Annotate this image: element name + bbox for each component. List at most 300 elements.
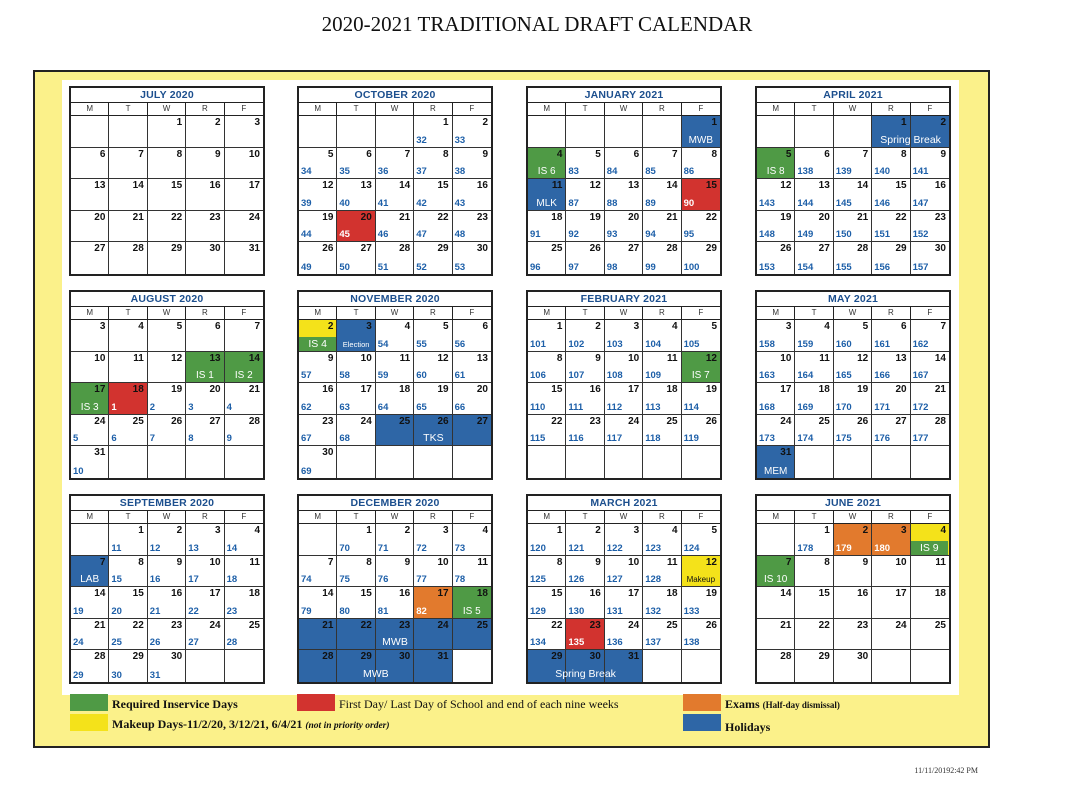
day-number: 21 xyxy=(857,211,869,223)
day-number: 17 xyxy=(628,588,640,599)
weekday-label: T xyxy=(109,103,147,115)
page-title: 2020-2021 TRADITIONAL DRAFT CALENDAR xyxy=(321,12,753,36)
day-cell xyxy=(795,352,833,384)
day-number: 10 xyxy=(628,556,640,568)
school-day-number: 106 xyxy=(530,370,546,381)
school-day-number: 162 xyxy=(912,338,929,350)
month-8 xyxy=(69,494,265,684)
day-number: 6 xyxy=(482,321,488,332)
day-cell xyxy=(71,320,109,352)
day-number: 17 xyxy=(628,384,640,395)
day-number: 2 xyxy=(482,117,488,128)
school-day-number: 45 xyxy=(339,229,350,240)
school-day-number: 40 xyxy=(339,197,350,209)
day-cell xyxy=(795,524,833,556)
day-number: 15 xyxy=(171,180,183,191)
day-cell xyxy=(186,242,224,274)
day-cell xyxy=(453,556,491,588)
day-label: IS 2 xyxy=(234,370,253,381)
day-cell xyxy=(757,148,795,180)
day-number: 18 xyxy=(476,588,488,599)
day-number: 25 xyxy=(551,243,563,254)
day-cell xyxy=(795,179,833,211)
day-number: 10 xyxy=(437,556,449,568)
weekday-label: M xyxy=(299,103,337,115)
school-day-number: 131 xyxy=(606,605,623,617)
school-day-number: 55 xyxy=(416,338,427,350)
day-number: 28 xyxy=(857,243,869,254)
school-day-number: 25 xyxy=(111,637,122,648)
day-cell xyxy=(186,556,224,588)
day-number: 29 xyxy=(171,243,183,254)
day-number: 11 xyxy=(399,352,411,364)
day-number: 14 xyxy=(132,180,144,191)
day-number: 5 xyxy=(176,321,183,332)
weekday-label: M xyxy=(528,103,566,115)
school-day-number: 46 xyxy=(377,229,389,240)
weekday-label: M xyxy=(528,511,566,523)
day-number: 7 xyxy=(138,148,144,160)
school-day-number: 86 xyxy=(683,166,695,177)
day-label: LAB xyxy=(80,574,100,585)
day-cell xyxy=(337,179,375,211)
day-number: 8 xyxy=(824,556,830,568)
day-number: 30 xyxy=(476,243,488,254)
day-cell xyxy=(414,446,452,478)
day-cell xyxy=(682,116,720,148)
weekday-label: T xyxy=(566,511,604,523)
day-cell xyxy=(643,211,681,243)
day-cell xyxy=(757,446,795,478)
day-cell xyxy=(566,446,604,478)
day-cell xyxy=(71,383,109,415)
weekday-header xyxy=(299,103,491,116)
weekday-label: T xyxy=(795,103,833,115)
day-cell xyxy=(911,415,949,447)
day-number: 19 xyxy=(857,384,869,395)
day-cell xyxy=(225,179,263,211)
school-day-number: 161 xyxy=(874,338,891,350)
weekday-label: F xyxy=(241,104,247,113)
day-cell xyxy=(911,556,949,588)
school-day-number: 43 xyxy=(454,197,466,209)
day-cell xyxy=(109,383,147,415)
day-cell xyxy=(186,179,224,211)
school-day-number: 54 xyxy=(377,338,389,350)
day-number: 16 xyxy=(322,384,334,395)
day-cell xyxy=(795,556,833,588)
day-cell xyxy=(225,320,263,352)
weekday-label: W xyxy=(376,307,414,319)
day-cell xyxy=(71,116,109,148)
day-number: 4 xyxy=(138,321,144,332)
school-day-number: 81 xyxy=(377,605,389,617)
day-number: 1 xyxy=(901,117,907,128)
day-cell xyxy=(911,148,949,180)
day-number: 14 xyxy=(857,180,869,191)
day-cell xyxy=(834,415,872,447)
day-cell xyxy=(795,587,833,619)
day-number: 5 xyxy=(711,321,717,332)
day-cell xyxy=(834,650,872,682)
day-cell xyxy=(299,211,337,243)
day-number: 30 xyxy=(399,651,411,662)
day-cell xyxy=(872,587,910,619)
day-cell xyxy=(299,352,337,384)
day-cell xyxy=(566,415,604,447)
day-cell xyxy=(834,524,872,556)
weekday-label: T xyxy=(337,307,375,319)
day-number: 4 xyxy=(482,525,488,536)
day-number: 6 xyxy=(824,148,830,160)
day-number: 20 xyxy=(628,211,640,223)
day-number: 28 xyxy=(780,651,792,662)
day-cell xyxy=(911,383,949,415)
day-cell xyxy=(682,242,720,274)
school-day-number: 157 xyxy=(912,261,929,273)
day-label: IS 8 xyxy=(766,166,785,177)
day-cell xyxy=(757,415,795,447)
day-cell xyxy=(71,446,109,478)
day-cell xyxy=(225,242,263,274)
day-cell xyxy=(299,524,337,556)
day-number: 30 xyxy=(171,651,183,662)
school-day-number: 108 xyxy=(606,370,623,381)
weekday-label: F xyxy=(469,512,475,521)
weekday-label: F xyxy=(927,308,933,317)
school-day-number: 94 xyxy=(645,229,656,240)
school-day-number: 96 xyxy=(530,261,541,273)
weekday-header xyxy=(757,511,949,524)
day-number: 21 xyxy=(780,619,792,631)
day-cell xyxy=(376,587,414,619)
day-number: 15 xyxy=(705,180,717,191)
day-number: 21 xyxy=(666,211,678,223)
day-cell xyxy=(528,148,566,180)
school-day-number: 76 xyxy=(377,574,389,585)
school-day-number: 8 xyxy=(188,433,194,444)
day-number: 18 xyxy=(818,384,830,395)
school-day-number: 35 xyxy=(339,166,350,177)
day-number: 8 xyxy=(556,556,563,568)
day-number: 22 xyxy=(132,619,144,631)
weekday-label: M xyxy=(299,307,337,319)
school-day-number: 63 xyxy=(339,401,350,413)
day-cell xyxy=(414,352,452,384)
day-number: 27 xyxy=(818,243,830,254)
weekday-label: T xyxy=(566,103,604,115)
day-number: 26 xyxy=(437,415,449,427)
timestamp: 11/11/20192:42 PM xyxy=(914,766,978,775)
day-number: 11 xyxy=(819,352,830,364)
school-day-number: 60 xyxy=(416,370,427,381)
school-day-number: 61 xyxy=(454,370,466,381)
day-cell xyxy=(795,148,833,180)
day-number: 21 xyxy=(94,619,106,631)
school-day-number: 91 xyxy=(530,229,541,240)
school-day-number: 145 xyxy=(835,197,852,209)
school-day-number: 72 xyxy=(416,542,427,554)
day-number: 20 xyxy=(818,211,830,223)
school-day-number: 33 xyxy=(454,134,466,146)
day-cell xyxy=(148,446,186,478)
week-grid xyxy=(528,524,720,682)
day-number: 15 xyxy=(360,588,372,599)
day-cell xyxy=(71,587,109,619)
school-day-number: 52 xyxy=(416,261,427,273)
day-number: 10 xyxy=(209,556,221,568)
day-number: 27 xyxy=(94,243,106,254)
school-day-number: 93 xyxy=(606,229,618,240)
day-cell xyxy=(109,650,147,682)
weekday-label: W xyxy=(834,511,872,523)
day-cell xyxy=(643,619,681,651)
school-day-number: 48 xyxy=(454,229,466,240)
day-number: 29 xyxy=(551,651,563,662)
day-cell xyxy=(528,352,566,384)
day-cell xyxy=(453,211,491,243)
weekday-label: R xyxy=(872,307,910,319)
day-cell xyxy=(337,320,375,352)
day-cell xyxy=(911,446,949,478)
day-cell xyxy=(682,650,720,682)
day-number: 26 xyxy=(322,243,334,254)
weekday-label: W xyxy=(605,103,643,115)
weekday-header xyxy=(71,103,263,116)
day-cell xyxy=(186,587,224,619)
school-day-number: 59 xyxy=(377,370,389,381)
school-day-number: 65 xyxy=(416,401,427,413)
day-number: 2 xyxy=(404,525,411,536)
school-day-number: 18 xyxy=(226,574,238,585)
day-cell xyxy=(605,415,643,447)
day-cell xyxy=(834,352,872,384)
day-number: 5 xyxy=(443,321,449,332)
day-number: 7 xyxy=(672,148,678,160)
school-day-number: 105 xyxy=(683,338,700,350)
school-day-number: 113 xyxy=(645,401,661,413)
day-cell xyxy=(872,211,910,243)
day-number: 9 xyxy=(595,556,601,568)
school-day-number: 120 xyxy=(530,542,546,554)
school-day-number: 153 xyxy=(759,261,775,273)
school-day-number: 128 xyxy=(645,574,662,585)
day-number: 30 xyxy=(322,447,334,458)
school-day-number: 50 xyxy=(339,261,350,273)
day-number: 12 xyxy=(705,352,717,364)
day-number: 8 xyxy=(138,556,144,568)
day-number: 10 xyxy=(780,352,792,364)
day-cell xyxy=(414,383,452,415)
day-cell xyxy=(682,383,720,415)
day-cell xyxy=(682,446,720,478)
day-number: 3 xyxy=(633,321,640,332)
day-cell xyxy=(872,383,910,415)
day-cell xyxy=(566,242,604,274)
school-day-number: 11 xyxy=(111,542,122,554)
day-number: 13 xyxy=(628,180,640,191)
day-cell xyxy=(186,415,224,447)
day-cell xyxy=(872,619,910,651)
day-cell xyxy=(337,415,375,447)
day-number: 22 xyxy=(705,211,717,223)
day-number: 28 xyxy=(934,415,946,427)
weekday-label: T xyxy=(337,103,375,115)
day-number: 12 xyxy=(857,352,869,364)
day-cell xyxy=(872,524,910,556)
school-day-number: 28 xyxy=(226,637,238,648)
day-cell xyxy=(148,619,186,651)
day-cell xyxy=(911,587,949,619)
day-number: 20 xyxy=(895,384,907,395)
school-day-number: 114 xyxy=(683,401,699,413)
day-number: 31 xyxy=(437,651,449,662)
school-day-number: 57 xyxy=(301,370,312,381)
day-cell xyxy=(528,179,566,211)
school-day-number: 56 xyxy=(454,338,466,350)
day-cell xyxy=(528,415,566,447)
day-cell xyxy=(71,415,109,447)
day-cell xyxy=(834,242,872,274)
school-day-number: 137 xyxy=(645,637,662,648)
day-cell xyxy=(795,320,833,352)
day-number: 8 xyxy=(366,556,372,568)
weekday-label: W xyxy=(376,103,414,115)
school-day-number: 144 xyxy=(797,197,814,209)
day-number: 15 xyxy=(437,180,449,191)
day-number: 1 xyxy=(711,117,717,128)
day-cell xyxy=(376,446,414,478)
day-number: 27 xyxy=(209,415,221,427)
day-cell xyxy=(911,619,949,651)
day-cell xyxy=(682,556,720,588)
day-number: 14 xyxy=(780,588,792,599)
legend-exams-label: Exams xyxy=(725,697,760,711)
weekday-label: M xyxy=(71,511,109,523)
day-number: 2 xyxy=(595,321,601,332)
day-cell xyxy=(643,320,681,352)
week-grid xyxy=(757,116,949,274)
day-number: 8 xyxy=(443,148,449,160)
month-1 xyxy=(297,86,493,276)
day-cell xyxy=(148,116,186,148)
day-number: 31 xyxy=(248,243,260,254)
legend-swatch-exams xyxy=(683,694,721,711)
day-number: 23 xyxy=(476,211,488,223)
day-cell xyxy=(414,211,452,243)
school-day-number: 44 xyxy=(301,229,312,240)
day-cell xyxy=(71,211,109,243)
day-cell xyxy=(109,446,147,478)
day-number: 17 xyxy=(248,180,260,191)
day-number: 29 xyxy=(705,243,717,254)
legend-exams xyxy=(725,697,840,712)
day-cell xyxy=(186,619,224,651)
day-number: 16 xyxy=(209,180,221,191)
weekday-label: R xyxy=(414,511,452,523)
day-cell xyxy=(566,352,604,384)
school-day-number: 67 xyxy=(301,433,312,444)
day-cell xyxy=(225,619,263,651)
day-number: 23 xyxy=(171,619,183,631)
day-cell xyxy=(643,650,681,682)
day-cell xyxy=(225,148,263,180)
day-number: 5 xyxy=(862,321,869,332)
school-day-number: 38 xyxy=(454,166,466,177)
day-number: 18 xyxy=(666,384,678,395)
weekday-label: W xyxy=(148,511,186,523)
month-name: APRIL 2021 xyxy=(757,88,949,103)
day-cell xyxy=(71,352,109,384)
day-cell xyxy=(566,524,604,556)
day-number: 16 xyxy=(399,588,411,599)
weekday-label: R xyxy=(643,511,681,523)
day-cell xyxy=(566,556,604,588)
school-day-number: 174 xyxy=(797,433,814,444)
day-cell xyxy=(109,179,147,211)
day-number: 31 xyxy=(780,447,792,458)
day-cell xyxy=(186,320,224,352)
day-cell xyxy=(872,242,910,274)
day-number: 21 xyxy=(322,619,334,631)
day-number: 23 xyxy=(589,619,601,631)
day-number: 30 xyxy=(934,243,946,254)
day-cell xyxy=(337,148,375,180)
day-cell xyxy=(376,320,414,352)
weekday-label: M xyxy=(528,307,566,319)
day-number: 3 xyxy=(254,117,260,128)
day-number: 7 xyxy=(862,148,869,160)
day-number: 16 xyxy=(171,588,183,599)
day-cell xyxy=(299,383,337,415)
day-number: 5 xyxy=(595,148,601,160)
day-number: 24 xyxy=(628,415,640,427)
day-number: 11 xyxy=(551,180,563,191)
school-day-number: 15 xyxy=(111,574,122,585)
school-day-number: 83 xyxy=(568,166,579,177)
day-cell xyxy=(834,446,872,478)
weekday-label: R xyxy=(414,307,452,319)
day-cell xyxy=(795,211,833,243)
day-cell xyxy=(225,446,263,478)
weekday-label: T xyxy=(566,307,604,319)
weekday-header xyxy=(528,103,720,116)
day-cell xyxy=(757,179,795,211)
school-day-number: 141 xyxy=(912,166,929,177)
day-cell xyxy=(911,211,949,243)
weekday-label: W xyxy=(834,103,872,115)
day-cell xyxy=(643,415,681,447)
day-number: 12 xyxy=(171,352,183,364)
day-cell xyxy=(643,352,681,384)
day-number: 22 xyxy=(437,211,449,223)
day-number: 23 xyxy=(399,619,411,631)
day-cell xyxy=(872,148,910,180)
day-number: 19 xyxy=(705,384,717,395)
day-number: 26 xyxy=(171,415,183,427)
school-day-number: 30 xyxy=(111,669,122,681)
school-day-number: 135 xyxy=(568,637,585,648)
school-day-number: 117 xyxy=(606,433,623,444)
day-cell xyxy=(682,211,720,243)
day-cell xyxy=(148,587,186,619)
day-number: 15 xyxy=(551,384,563,395)
week-grid xyxy=(71,320,263,478)
school-day-number: 12 xyxy=(149,542,161,554)
day-cell xyxy=(911,352,949,384)
school-day-number: 154 xyxy=(797,261,814,273)
day-number: 6 xyxy=(633,148,640,160)
